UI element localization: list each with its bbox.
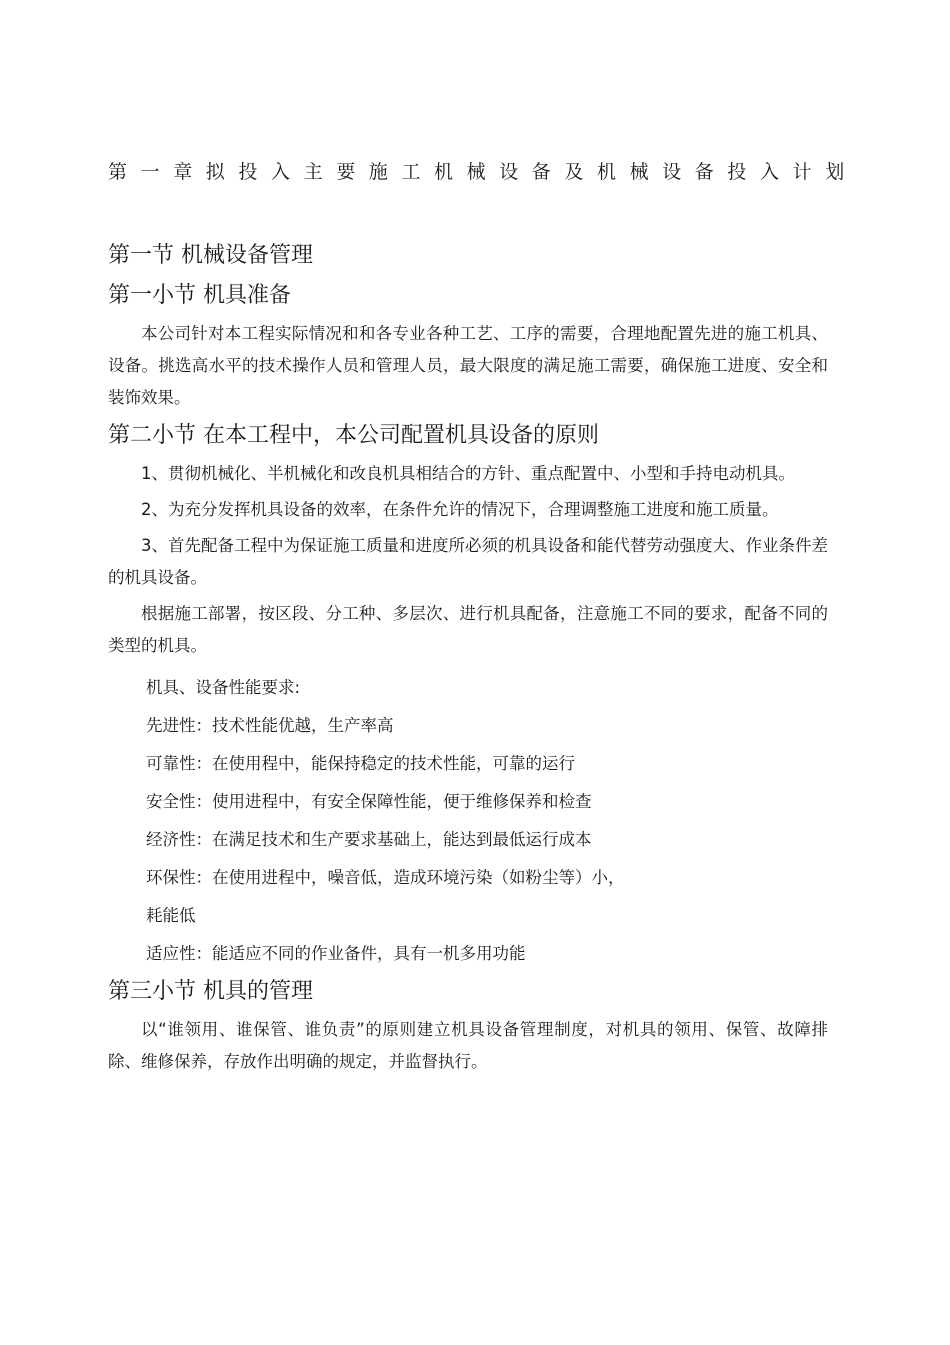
subsection-heading-configuration-principles: 第二小节 在本工程中，本公司配置机具设备的原则 bbox=[108, 423, 599, 448]
section-heading-machinery-management: 第一节 机械设备管理 bbox=[108, 243, 313, 268]
requirement-reliability: 可靠性：在使用程中，能保持稳定的技术性能，可靠的运行 bbox=[146, 754, 575, 773]
requirement-safety: 安全性：使用进程中，有安全保障性能，便于维修保养和检查 bbox=[146, 792, 592, 811]
requirement-environment-continued: 耗能低 bbox=[146, 906, 196, 925]
paragraph-principle-2: 2、为充分发挥机具设备的效率，在条件允许的情况下，合理调整施工进度和施工质量。 bbox=[141, 500, 779, 519]
paragraph-deployment: 根据施工部署，按区段、分工种、多层次、进行机具配备，注意施工不同的要求，配备不同的类型的机具。 bbox=[108, 604, 828, 655]
requirements-heading: 机具、设备性能要求: bbox=[146, 678, 301, 697]
requirement-advanced: 先进性：技术性能优越，生产率高 bbox=[146, 716, 394, 735]
chapter-title: 第一章拟投入主要施工机械设备及机械设备投入计划 bbox=[108, 161, 858, 183]
subsection-heading-equipment-preparation: 第一小节 机具准备 bbox=[108, 283, 291, 308]
paragraph-principle-3: 3、首先配备工程中为保证施工质量和进度所必须的机具设备和能代替劳动强度大、作业条件差的机具设备。 bbox=[108, 536, 828, 587]
document-body bbox=[108, 238, 828, 1078]
requirement-economy: 经济性：在满足技术和生产要求基础上，能达到最低运行成本 bbox=[146, 830, 592, 849]
requirement-adaptability: 适应性：能适应不同的作业备件，具有一机多用功能 bbox=[146, 944, 526, 963]
requirement-environment: 环保性：在使用进程中，噪音低，造成环境污染（如粉尘等）小， bbox=[146, 868, 625, 887]
paragraph-equipment-management: 以“谁领用、谁保管、谁负责”的原则建立机具设备管理制度，对机具的领用、保管、故障排除、维修保养，存放作出明确的规定，并监督执行。 bbox=[108, 1020, 828, 1071]
paragraph-equipment-preparation: 本公司针对本工程实际情况和和各专业各种工艺、工序的需要，合理地配置先进的施工机具、设备。挑选高水平的技术操作人员和管理人员，最大限度的满足施工需要，确保施工进度、安全和装饰效果。 bbox=[108, 324, 828, 407]
paragraph-principle-1: 1、贯彻机械化、半机械化和改良机具相结合的方针、重点配置中、小型和手持电动机具。 bbox=[141, 464, 795, 483]
subsection-heading-equipment-management: 第三小节 机具的管理 bbox=[108, 979, 313, 1004]
